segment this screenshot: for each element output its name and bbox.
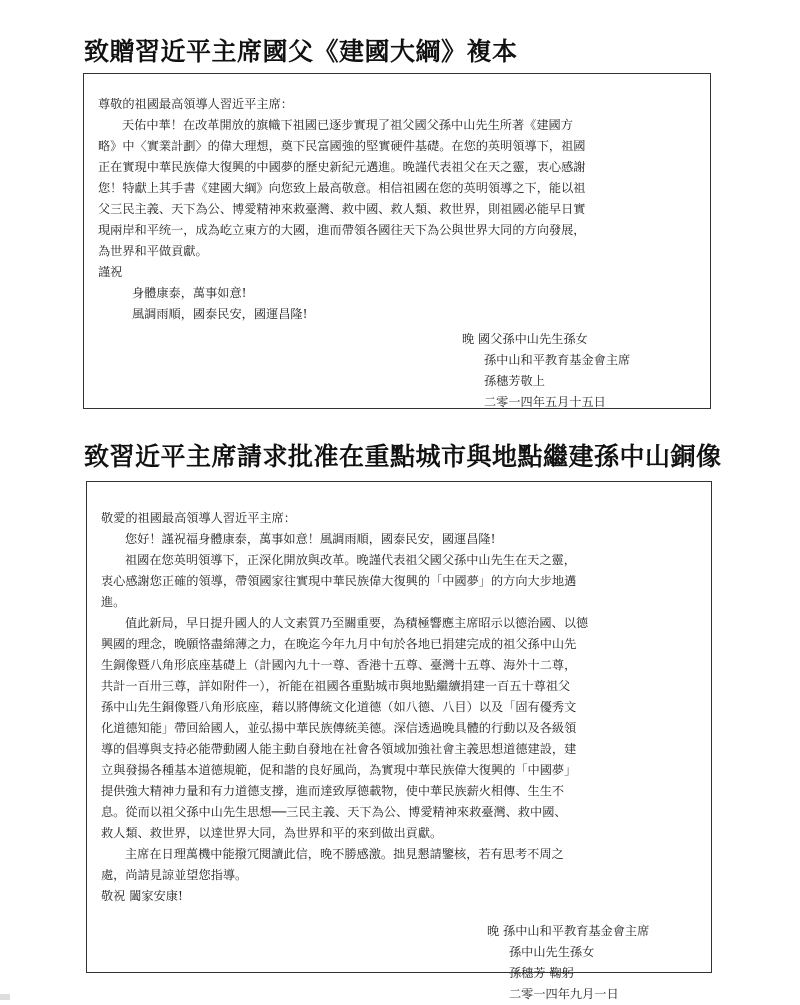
letter-line: 息。從而以祖父孫中山先生思想──三民主義、天下為公、博愛精神來救臺灣、救中國、 (101, 805, 567, 819)
signature-line: 孫穗芳敬上 (484, 374, 545, 388)
letter-closing: 謹祝 (98, 265, 123, 279)
signature-line: 晚 國父孫中山先生孫女 (462, 332, 588, 346)
signature-line: 孫中山先生孫女 (509, 945, 595, 959)
letter-line: 立與發揚各種基本道德規範，促和諧的良好風尚，為實現中華民族偉大復興的「中國夢」 (101, 763, 577, 777)
letter-line: 為世界和平做貢獻。 (98, 244, 208, 258)
letter-salutation: 敬愛的祖國最高領導人習近平主席： (101, 511, 296, 525)
letter-wish: 風調雨順，國泰民安，國運昌隆! (132, 307, 308, 321)
signature-block (101, 921, 697, 1005)
letter-line: 進。 (101, 595, 126, 609)
letter-line: 您！特獻上其手書《建國大綱》向您致上最高敬意。相信祖國在您的英明領導之下，能以祖 (98, 181, 586, 195)
letter-line: 祖國在您英明領導下，正深化開放與改革。晚謹代表祖父國父孫中山先生在天之靈， (125, 553, 576, 567)
letter-line: 導的倡導與支持必能帶動國人能主動自發地在社會各領域加強社會主義思想道德建設，建 (101, 742, 577, 756)
letter-line: 救人類、救世界，以達世界大同，為世界和平的來到做出貢獻。 (101, 826, 443, 840)
letter-paragraph-3 (101, 844, 697, 886)
letter-line: 值此新局，早日提升國人的人文素質乃至關重要，為積極響應主席昭示以德治國、以德 (125, 616, 589, 630)
page-title-gift-letter: 致贈習近平主席國父《建國大綱》複本 (84, 37, 518, 66)
letter-wish: 身體康泰，萬事如意! (132, 286, 247, 300)
letter-panel-statue (86, 481, 712, 1001)
letter-panel-gift (83, 73, 711, 409)
signature-line: 晚 孫中山和平教育基金會主席 (487, 924, 650, 938)
letter-greeting: 您好！謹祝福身體康泰，萬事如意！風調雨順，國泰民安，國運昌隆! (125, 532, 496, 546)
signature-date: 二零一四年九月一日 (509, 987, 619, 1001)
letter-line: 生銅像暨八角形底座基礎上（計國內九十一尊、香港十五尊、臺灣十五尊、海外十二尊， (101, 658, 577, 672)
letter-closing: 敬祝 闔家安康! (101, 889, 183, 903)
signature-block (98, 329, 696, 413)
signature-line: 孫穗芳 鞠躬 (509, 966, 574, 980)
letter-line: 化道德知能」帶回給國人，並弘揚中華民族傳統美德。深信透過晚具體的行動以及各級領 (101, 721, 577, 735)
letter-line: 現兩岸和平统一，成為屹立東方的大國，進而帶領各國往天下為公與世界大同的方向發展， (98, 223, 586, 237)
letter-line: 主席在日理萬機中能撥冗閱讀此信，晚不勝感激。拙見懇請鑒核，若有思考不周之 (125, 847, 564, 861)
letter-line: 孫中山先生銅像暨八角形底座，藉以將傳統文化道德（如八德、八目）以及「固有優秀文 (101, 700, 577, 714)
letter-line: 提供強大精神力量和有力道德支撐，進而達致厚德載物，使中華民族薪火相傳、生生不 (101, 784, 565, 798)
letter-line: 天佑中華！在改革開放的旗幟下祖國已逐步實現了祖父國父孫中山先生所著《建國方 (122, 118, 573, 132)
letter-line: 處，尚請見諒並望您指導。 (101, 868, 248, 882)
page-title-statue-letter: 致習近平主席請求批准在重點城市與地點繼建孫中山銅像 (84, 442, 722, 471)
letter-line: 略》中〈實業計劃〉的偉大理想，奠下民富國強的堅實硬件基礎。在您的英明領導下，祖國 (98, 139, 586, 153)
letter-body (98, 115, 696, 262)
signature-line: 孫中山和平教育基金會主席 (484, 353, 631, 367)
letter-line: 共計一百卅三尊，詳如附件一），祈能在祖國各重點城市與地點繼續捐建一百五十尊祖父 (101, 679, 571, 693)
letter-line: 衷心感謝您正確的領導，帶領國家往實現中華民族偉大復興的「中國夢」的方向大步地邁 (101, 574, 577, 588)
letter-line: 父三民主義、天下為公、博愛精神來救臺灣、救中國、救人類、救世界，則祖國必能早日實 (98, 202, 586, 216)
letter-salutation: 尊敬的祖國最高領導人習近平主席： (98, 97, 293, 111)
letter-paragraph-1 (101, 550, 697, 613)
scan-edge-mark (0, 994, 10, 1000)
letter-line: 興國的理念，晚願恪盡綿薄之力，在晚迄今年九月中旬於各地已捐建完成的祖父孫中山先 (101, 637, 577, 651)
signature-date: 二零一四年五月十五日 (484, 395, 606, 409)
letter-line: 正在實現中華民族偉大復興的中國夢的歷史新紀元邁進。晚謹代表祖父在天之靈，衷心感謝 (98, 160, 586, 174)
letter-paragraph-2 (101, 613, 697, 844)
